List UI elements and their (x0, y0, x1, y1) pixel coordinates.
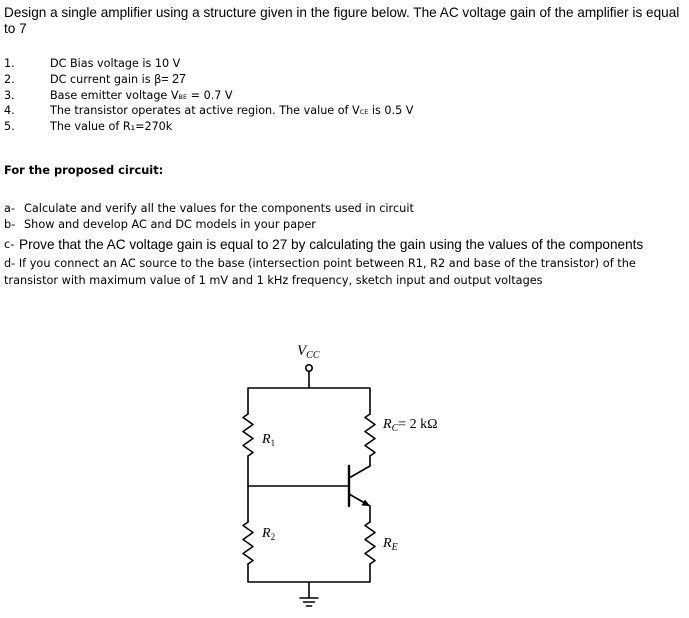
r1-label-main: R (262, 432, 271, 447)
task-label: c- (4, 238, 15, 251)
r1-resistor (243, 414, 253, 456)
r2-label (261, 526, 275, 542)
re-resistor (365, 522, 375, 564)
item-text-after: is 0.5 V (368, 104, 414, 118)
rc-resistor (365, 414, 375, 456)
vcc-terminal (306, 365, 312, 371)
task-text: Show and develop AC and DC models in your paper (24, 218, 316, 231)
r1-label (261, 432, 275, 448)
transistor-collector (349, 466, 370, 478)
item-number: 4. (4, 104, 15, 118)
task-text: If you connect an AC source to the base (intersection point between R1, R2 and base of the transistor) of the transistor with maximum value of 1 mV and 1 kHz frequency, sketch input and output voltages (4, 257, 636, 287)
item-text-value: = 27 (161, 71, 186, 86)
item-text-main: The transistor operates at active region. The value of V (50, 104, 360, 118)
wire (248, 564, 370, 582)
section-heading: For the proposed circuit: (4, 163, 164, 177)
re-label-sub: E (391, 542, 398, 553)
task-text: Prove that the AC voltage gain is equal to 27 by calculating the gain using the values of the components (19, 237, 644, 252)
item-subscript: CE (359, 108, 369, 117)
task-label: d- (4, 257, 16, 270)
rc-label-sub: C (391, 423, 399, 434)
wire (248, 388, 370, 414)
item-number: 1. (4, 57, 15, 70)
item-number: 3. (4, 88, 15, 102)
r1-label-sub: 1 (270, 438, 276, 448)
item-text-after: = 0.7 V (187, 88, 233, 102)
task-label: b- (4, 218, 16, 231)
problem-title: Design a single amplifier using a structure given in the figure below. The AC voltage gain of the amplifier is equal to 7 (4, 5, 680, 36)
vcc-label (297, 343, 320, 361)
task-label: a- (4, 202, 15, 215)
task-text: Calculate and verify all the values for the components used in circuit (24, 202, 414, 215)
vcc-label-sub: CC (306, 350, 320, 361)
item-text: The value of R₁=270k (50, 120, 173, 134)
vcc-label-main: V (297, 343, 307, 359)
item-text-main: Base emitter voltage V (50, 88, 179, 102)
re-label (382, 536, 398, 553)
item-subscript: BE (178, 92, 188, 101)
item-number: 5. (4, 120, 15, 134)
rc-label-main: R (383, 417, 392, 432)
item-text-main: DC current gain is β (50, 72, 162, 86)
item-text: DC Bias voltage is 10 V (50, 57, 181, 70)
rc-label (382, 417, 438, 434)
re-label-main: R (383, 536, 392, 551)
r2-label-main: R (262, 526, 271, 541)
item-number: 2. (4, 72, 15, 86)
rc-label-value: = 2 kΩ (398, 417, 438, 432)
r2-label-sub: 2 (270, 532, 276, 542)
r2-resistor (243, 522, 253, 564)
